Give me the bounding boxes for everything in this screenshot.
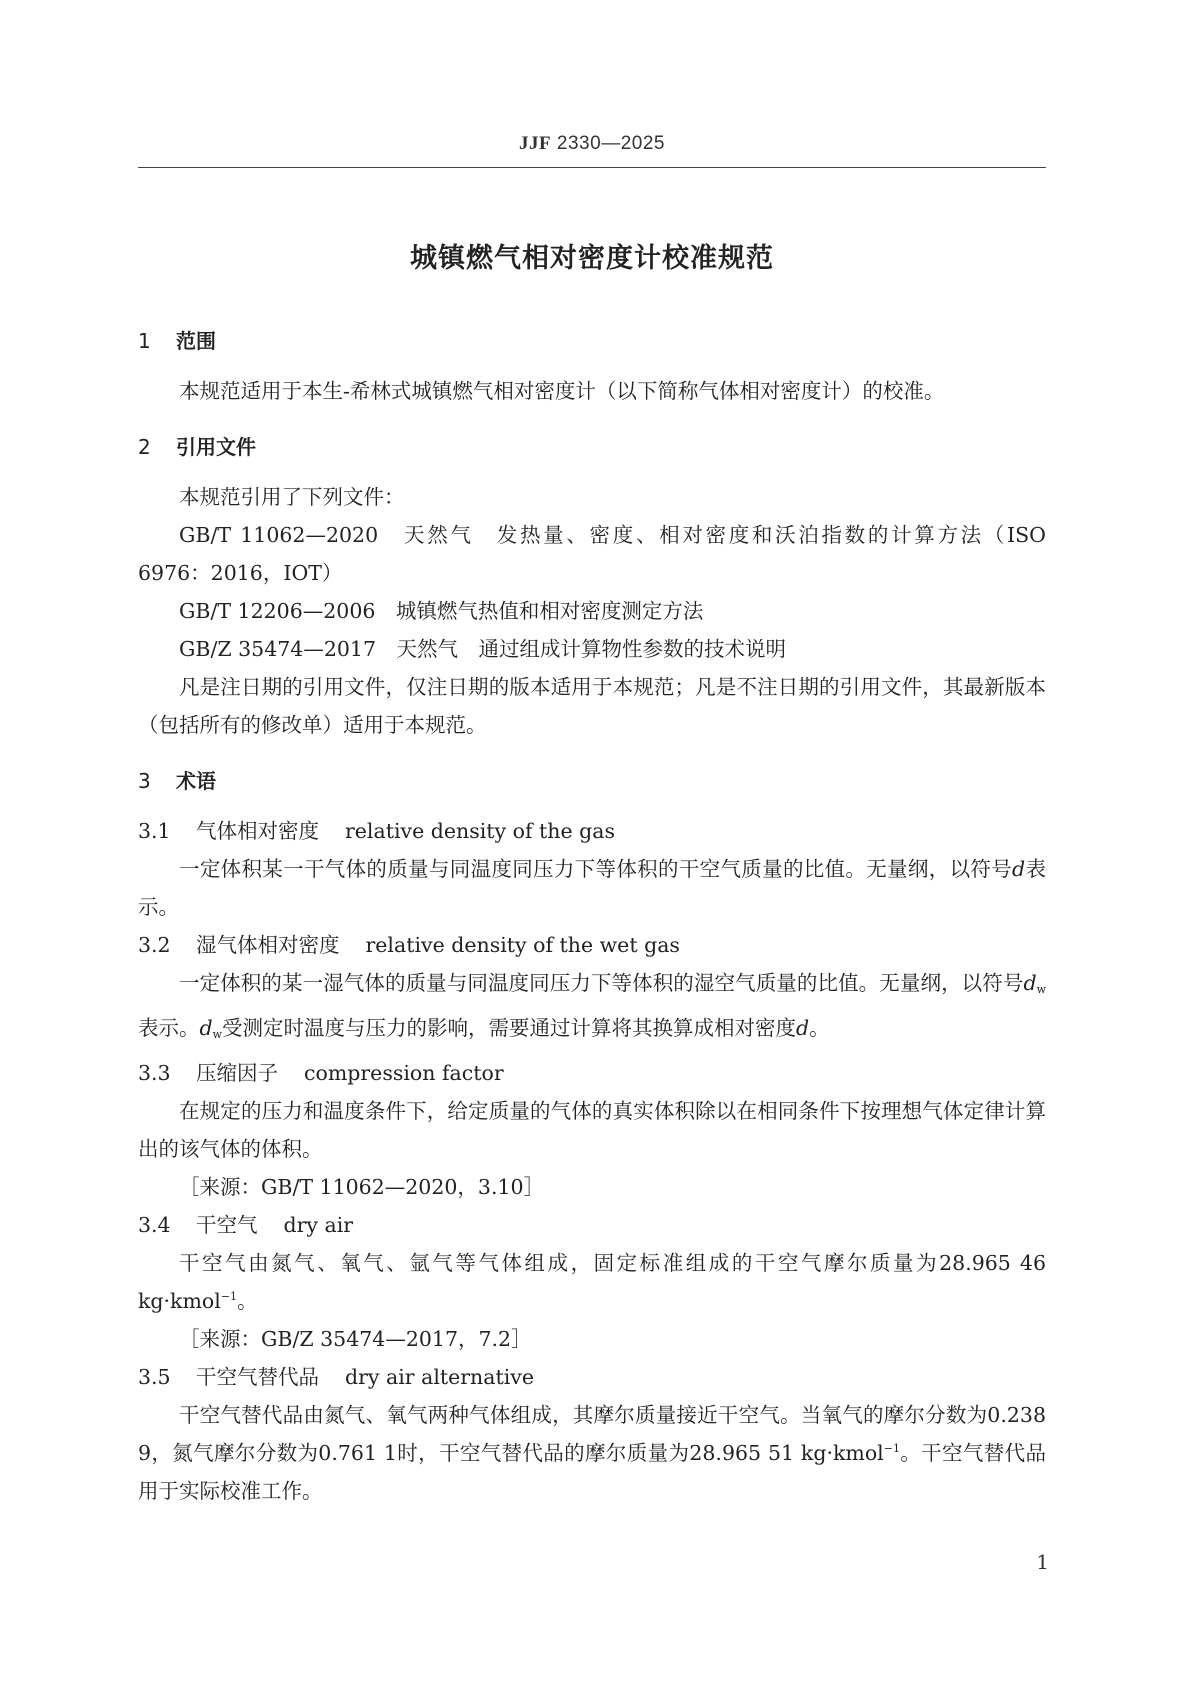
term-heading: 3.2 湿气体相对密度 relative density of the wet gas [138,933,680,957]
term-heading: 3.5 干空气替代品 dry air alternative [138,1365,534,1389]
term-definition: 干空气替代品由氮气、氧气两种气体组成，其摩尔质量接近干空气。当氧气的摩尔分数为0.238 9，氮气摩尔分数为0.761 1时，干空气替代品的摩尔质量为28.965 51 kg·kmol$^{-1}$。干空气替代品用于实际校准工作。 [138,1403,1046,1503]
scope-paragraph: 本规范适用于本生-希林式城镇燃气相对密度计（以下简称气体相对密度计）的校准。 [179,379,945,403]
term-heading: 3.3 压缩因子 compression factor [138,1061,504,1085]
section-heading-1: 1 范围 [138,329,216,353]
section-heading-2: 2 引用文件 [138,435,256,459]
term-definition: 干空气由氮气、氧气、氩气等气体组成，固定标准组成的干空气摩尔质量为28.965 46 kg·kmol$^{-1}$。 [138,1251,1046,1313]
reference-item: GB/Z 35474—2017 天然气 通过组成计算物性参数的技术说明 [179,637,786,661]
header-rule [138,167,1046,168]
references-note: 凡是注日期的引用文件，仅注日期的版本适用于本规范；凡是不注日期的引用文件，其最新版本（包括所有的修改单）适用于本规范。 [138,675,1046,737]
term-source: ［来源：GB/T 11062—2020，3.10］ [179,1175,545,1199]
term-definition: 一定体积的某一湿气体的质量与同温度同压力下等体积的湿空气质量的比值。无量纲，以符号$d_w$表示。$d_w$受测定时温度与压力的影响，需要通过计算将其换算成相对密度d。 [138,971,1046,1041]
standard-prefix: JJF [519,133,552,154]
term-heading: 3.1 气体相对密度 relative density of the gas [138,819,616,843]
term-definition: 在规定的压力和温度条件下，给定质量的气体的真实体积除以在相同条件下按理想气体定律计算出的该气体的体积。 [138,1099,1046,1161]
references-intro: 本规范引用了下列文件： [179,485,405,509]
term-definition: 一定体积某一干气体的质量与同温度同压力下等体积的干空气质量的比值。无量纲，以符号d表示。 [138,857,1046,919]
page-number: 1 [1036,1550,1049,1574]
section-heading-3: 3 术语 [138,769,216,793]
reference-item: GB/T 11062—2020 天然气 发热量、密度、相对密度和沃泊指数的计算方法（ISO 6976：2016，IOT） [138,523,1046,585]
document-title: 城镇燃气相对密度计校准规范 [410,243,774,274]
document-body [138,322,1046,1510]
running-header [138,133,1046,155]
reference-item: GB/T 12206—2006 城镇燃气热值和相对密度测定方法 [179,599,704,623]
standard-number: 2330—2025 [556,133,665,154]
term-heading: 3.4 干空气 dry air [138,1213,354,1237]
term-source: ［来源：GB/Z 35474—2017，7.2］ [179,1327,532,1351]
